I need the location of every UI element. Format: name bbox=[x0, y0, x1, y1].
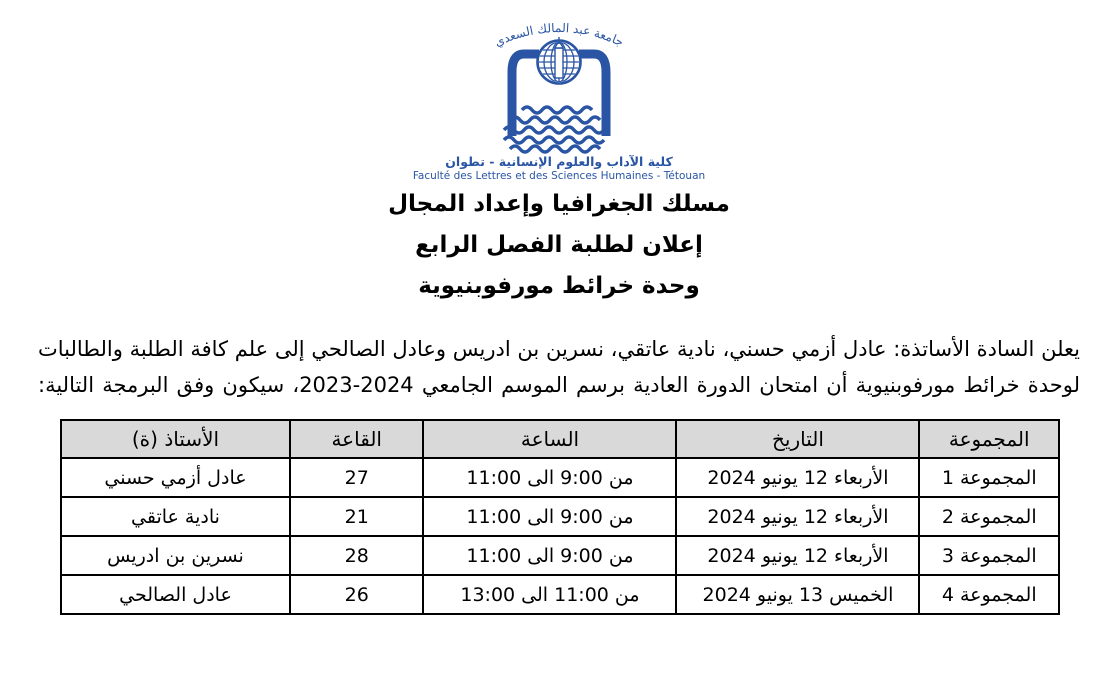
cell-time: من 9:00 الى 11:00 bbox=[423, 458, 676, 497]
cell-teacher: عادل الصالحي bbox=[61, 575, 290, 614]
logo-caption-french: Faculté des Lettres et des Sciences Humaines - Tétouan bbox=[412, 170, 706, 182]
table-row bbox=[61, 497, 1059, 536]
cell-date: الأربعاء 12 يونيو 2024 bbox=[676, 536, 919, 575]
cell-group: المجموعة 1 bbox=[919, 458, 1059, 497]
column-header-date: التاريخ bbox=[676, 420, 919, 458]
paragraph-line-1: يعلن السادة الأساتذة: عادل أزمي حسني، نادية عاتقي، نسرين بن ادريس وعادل الصالحي إلى علم كافة الطلبة والطالبات bbox=[38, 337, 1080, 361]
heading-announcement: إعلان لطلبة الفصل الرابع bbox=[415, 232, 703, 258]
paragraph-line-2: لوحدة خرائط مورفوبنيوية أن امتحان الدورة العادية برسم الموسم الجامعي 2024-2023، سيكون وفق البرمجة التالية: bbox=[38, 373, 1080, 397]
cell-teacher: نادية عاتقي bbox=[61, 497, 290, 536]
waves-icon bbox=[504, 107, 604, 152]
cell-date: الأربعاء 12 يونيو 2024 bbox=[676, 458, 919, 497]
heading-module: وحدة خرائط مورفوبنيوية bbox=[418, 273, 700, 299]
table-row bbox=[61, 575, 1059, 614]
university-logo bbox=[0, 12, 1118, 183]
cell-teacher: نسرين بن ادريس bbox=[61, 536, 290, 575]
cell-room: 21 bbox=[290, 497, 424, 536]
cell-group: المجموعة 4 bbox=[919, 575, 1059, 614]
cell-room: 28 bbox=[290, 536, 424, 575]
column-header-time: الساعة bbox=[423, 420, 676, 458]
logo-arc-text: جامعة عبد المالك السعدي bbox=[492, 20, 626, 50]
announcement-paragraph bbox=[38, 331, 1080, 403]
cell-group: المجموعة 3 bbox=[919, 536, 1059, 575]
cell-date: الأربعاء 12 يونيو 2024 bbox=[676, 497, 919, 536]
cell-time: من 11:00 الى 13:00 bbox=[423, 575, 676, 614]
heading-program: مسلك الجغرافيا وإعداد المجال bbox=[388, 191, 730, 217]
cell-room: 26 bbox=[290, 575, 424, 614]
cell-room: 27 bbox=[290, 458, 424, 497]
exam-schedule-table bbox=[60, 419, 1060, 615]
table-row bbox=[61, 458, 1059, 497]
cell-teacher: عادل أزمي حسني bbox=[61, 458, 290, 497]
cell-group: المجموعة 2 bbox=[919, 497, 1059, 536]
column-header-group: المجموعة bbox=[919, 420, 1059, 458]
column-header-room: القاعة bbox=[290, 420, 424, 458]
globe-icon bbox=[537, 37, 581, 84]
column-header-teacher: الأستاذ (ة) bbox=[61, 420, 290, 458]
document-headings bbox=[0, 184, 1118, 307]
logo-caption-arabic: كلية الآداب والعلوم الإنسانية - تطوان bbox=[445, 154, 673, 169]
cell-time: من 9:00 الى 11:00 bbox=[423, 497, 676, 536]
table-row bbox=[61, 536, 1059, 575]
cell-date: الخميس 13 يونيو 2024 bbox=[676, 575, 919, 614]
university-emblem-icon bbox=[444, 12, 674, 154]
table-header-row bbox=[61, 420, 1059, 458]
cell-time: من 9:00 الى 11:00 bbox=[423, 536, 676, 575]
